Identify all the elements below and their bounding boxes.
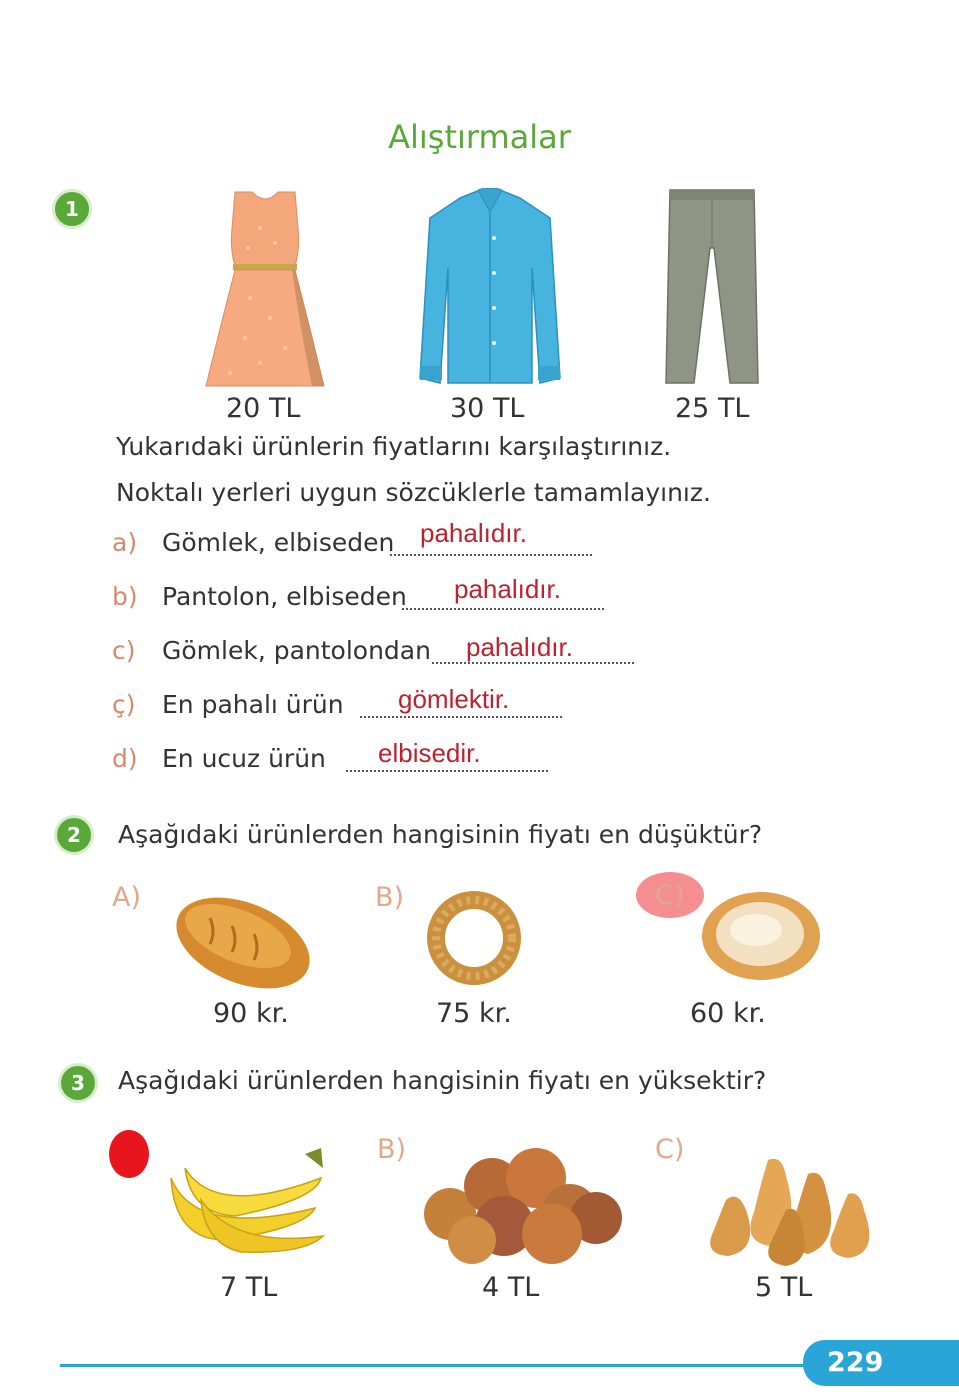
round-bread-image: [700, 888, 822, 984]
question-1-number: 1: [55, 192, 89, 226]
fill-line-d-answer: elbisedir.: [378, 738, 481, 768]
footer-divider: [60, 1364, 820, 1367]
question-2-text: Aşağıdaki ürünlerden hangisinin fiyatı en düşüktür?: [118, 820, 763, 849]
q3-option-a-mark[interactable]: [109, 1130, 149, 1178]
bananas-image: [165, 1148, 327, 1256]
question-3-text: Aşağıdaki ürünlerden hangisinin fiyatı en yüksektir?: [118, 1066, 767, 1095]
fill-line-b: [112, 574, 712, 622]
fill-line-c-cedilla-stem: En pahalı ürün: [162, 690, 344, 719]
simit-image: [425, 888, 523, 988]
pears-image: [698, 1150, 880, 1270]
dress-image: [200, 188, 330, 393]
q2-option-b-letter[interactable]: B): [375, 882, 405, 913]
shirt-price: 30 TL: [450, 393, 525, 424]
q3-option-c-letter[interactable]: C): [655, 1134, 685, 1165]
fill-line-d-letter: d): [112, 744, 138, 773]
q3-option-c-price: 5 TL: [755, 1272, 813, 1303]
fill-line-a-blank[interactable]: [390, 548, 592, 556]
trousers-image: [662, 188, 762, 388]
fill-line-c-cedilla-letter: ç): [112, 690, 136, 719]
fill-line-b-letter: b): [112, 582, 138, 611]
fill-line-d: [112, 738, 712, 784]
fill-line-b-answer: pahalıdır.: [454, 574, 561, 604]
q3-option-a-price: 7 TL: [220, 1272, 278, 1303]
instruction-fill-blanks: Noktalı yerleri uygun sözcüklerle tamamlayınız.: [116, 478, 711, 507]
fill-line-b-stem: Pantolon, elbiseden: [162, 582, 407, 611]
shirt-image: [410, 188, 570, 393]
question-3-number: 3: [61, 1066, 95, 1100]
apples-image: [420, 1142, 626, 1268]
q2-option-c-price: 60 kr.: [690, 998, 766, 1029]
fill-line-a: [112, 518, 712, 568]
fill-line-a-answer: pahalıdır.: [420, 518, 527, 548]
dress-price: 20 TL: [226, 393, 301, 424]
fill-line-c-cedilla: [112, 684, 712, 730]
fill-line-c-cedilla-answer: gömlektir.: [398, 684, 510, 714]
fill-line-c-letter: c): [112, 636, 136, 665]
q3-option-b-price: 4 TL: [482, 1272, 540, 1303]
fill-line-d-stem: En ucuz ürün: [162, 744, 326, 773]
fill-line-c: [112, 632, 712, 676]
q2-option-a-letter[interactable]: A): [112, 882, 142, 913]
question-2-number: 2: [57, 818, 91, 852]
loaf-bread-image: [170, 888, 316, 998]
instruction-compare: Yukarıdaki ürünlerin fiyatlarını karşılaştırınız.: [116, 432, 672, 461]
q2-option-c-letter[interactable]: C): [655, 880, 685, 911]
fill-line-a-stem: Gömlek, elbiseden: [162, 528, 395, 557]
q2-option-a-price: 90 kr.: [213, 998, 289, 1029]
fill-line-c-stem: Gömlek, pantolondan: [162, 636, 431, 665]
q2-option-b-price: 75 kr.: [436, 998, 512, 1029]
page-title: Alıştırmalar: [388, 118, 571, 156]
fill-line-c-answer: pahalıdır.: [466, 632, 573, 662]
page-number: 229: [803, 1340, 959, 1386]
q3-option-b-letter[interactable]: B): [377, 1134, 407, 1165]
trousers-price: 25 TL: [675, 393, 750, 424]
fill-line-a-letter: a): [112, 528, 138, 557]
